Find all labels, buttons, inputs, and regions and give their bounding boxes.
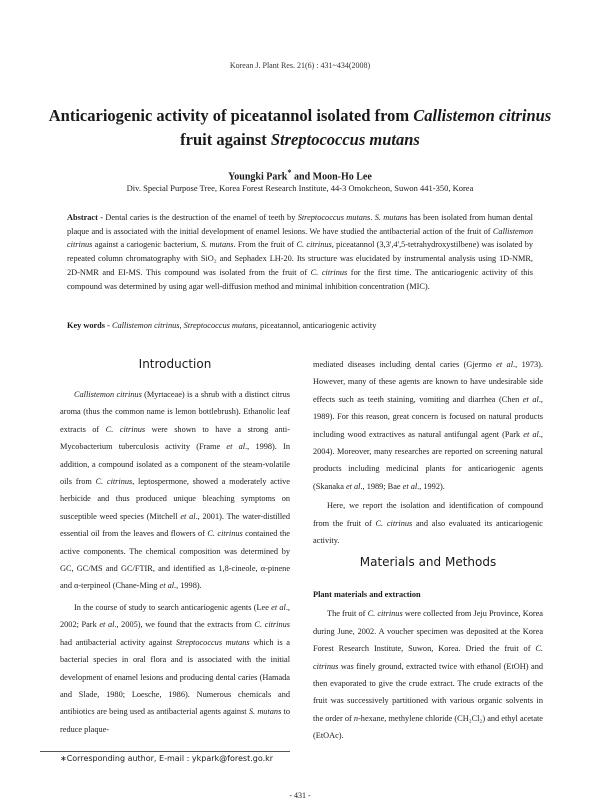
- body-text: and also evaluated its anticariogenic activity.: [313, 518, 543, 546]
- body-text: The fruit of: [327, 609, 368, 619]
- methods-paragraph: [313, 605, 543, 744]
- body-text: ., 2002; Park: [60, 602, 291, 630]
- body-text: was finely ground, extracted twice with ethanol (EtOH) and then evaporated to give the crude extract. The crude extracts of the fruit was successively partitioned with various organic solvents in the order of: [313, 661, 543, 723]
- abstract-text: . From the fruit of: [233, 240, 297, 250]
- corresponding-mark: *: [287, 168, 292, 177]
- affiliation: Div. Special Purpose Tree, Korea Forest Research Institute, 44-3 Omokcheon, Suwon 441-350, Korea: [126, 183, 474, 193]
- abstract-italic: C. citrinus: [310, 267, 348, 277]
- keyword-italic: Streptococcus mutans: [183, 321, 256, 330]
- abstract-text: Dental caries is the destruction of the enamel of teeth by: [105, 213, 298, 222]
- body-text: -hexane, methylene chloride (CH₂Cl₂) and ethyl acetate (EtOAc).: [313, 713, 543, 741]
- body-text: were collected from Jeju Province, Korea during June, 2002. A voucher specimen was deposited at the Korea Forest Research Institute, Suwon, Korea. Dried the fruit of: [313, 609, 543, 654]
- body-italic: n: [353, 713, 359, 723]
- body-text: had antibacterial activity against: [60, 637, 176, 647]
- abstract-label: Abstract -: [67, 213, 106, 222]
- abstract-text: against a cariogenic bacterium,: [92, 240, 201, 250]
- body-text: In the course of study to search anticariogenic agents (Lee: [74, 602, 272, 612]
- body-text: , leptospermone, showed a moderately active herbicide and thus produced unique bleaching symptoms on susceptible weed species (Mitchell: [60, 477, 290, 521]
- body-italic: C. citrinus: [367, 609, 403, 619]
- intro-paragraph: [60, 599, 290, 738]
- title-species: Callistemon citrinus: [413, 106, 552, 125]
- footnote-rule: [40, 751, 290, 752]
- body-italic: Streptococcus mutans: [175, 637, 250, 647]
- body-italic: et al: [226, 442, 246, 452]
- page-number: - 431 -: [289, 791, 311, 800]
- body-text: were shown to have a strong anti-Mycobacterium tuberculosis activity (Frame: [60, 424, 290, 452]
- corresponding-footnote: ∗Corresponding author, E-mail : ykpark@forest.go.kr: [60, 754, 274, 763]
- body-text: to reduce plaque-: [60, 707, 290, 734]
- keyword-italic: Callistemon citrinus: [111, 321, 180, 330]
- abstract-text: for the first time. The anticariogenic activity of this compound was determined by using agar well-diffusion method and minimal inhibition concentration (MIC).: [67, 267, 533, 291]
- body-text: Here, we report the isolation and identification of compound from the fruit of: [313, 501, 543, 528]
- intro-paragraph: [60, 386, 290, 595]
- body-italic: C. citrinus: [105, 424, 146, 434]
- abstract-italic: Callistemon citrinus: [67, 226, 533, 250]
- body-italic: C. citrinus: [313, 644, 543, 671]
- body-italic: C. citrinus: [254, 620, 290, 630]
- abstract-italic: S. mutans: [200, 240, 234, 250]
- author-2: and Moon-Ho Lee: [291, 171, 372, 183]
- abstract-text: has been isolated from human dental plaque and is associated with the initial development of enamel lesions. We have studied the antibacterial action of the fruit of: [67, 213, 533, 236]
- right-column: [313, 356, 543, 549]
- body-text: ., 1989). For this reason, great concern is focused on natural products including wood extractives as natural antifungal agent (Park: [313, 394, 544, 439]
- body-italic: et al: [99, 620, 115, 630]
- body-text: ., 2004). Moreover, many researches are reported on screening natural products including medicinal plants for anticariogenic agents (Skanaka: [313, 429, 544, 491]
- body-italic: et al: [271, 602, 286, 612]
- body-italic: et al: [496, 360, 514, 369]
- body-text: (Myrtaceae) is a shrub with a distinct citrus aroma (thus the common name is lemon bottlebrush). Ethanolic leaf extracts of: [60, 390, 290, 434]
- body-italic: C. citrinus: [375, 518, 413, 528]
- abstract-text: .: [370, 213, 375, 222]
- body-italic: C. citrinus: [207, 529, 243, 539]
- title-bacterium: Streptococcus mutans: [270, 130, 420, 149]
- methods-heading: Materials and Methods: [359, 555, 497, 569]
- title-line2-text: fruit against: [180, 130, 271, 149]
- body-italic: et al: [523, 429, 539, 439]
- body-italic: Callistemon citrinus: [74, 390, 142, 399]
- author-1: Youngki Park: [228, 171, 288, 183]
- methods-section: [313, 586, 543, 745]
- body-text: ., 1998). In addition, a compound isolated as a component of the steam-volatile oils from: [60, 442, 291, 487]
- body-text: ., 1998).: [174, 581, 202, 591]
- abstract-italic: Streptococcus mutans: [297, 213, 371, 222]
- abstract-italic: S. mutans: [374, 213, 408, 222]
- body-text: ., 1973). However, many of these agents are known to have undesirable side effects such as teeth staining, vomiting and diarrhea (Chen: [313, 360, 544, 404]
- abstract-text: , piceatannol (3,3',4',5-tetrahydroxystilbene) was isolated by repeated column chromatography with SiO₂ and Sephadex LH-20. Its structure was elucidated by instrumental analysis using 1D-NMR, 2D-NMR and EI-MS. This compound was isolated from the fruit of: [67, 240, 533, 277]
- body-text: ., 2001). The water-distilled essential oil from the leaves and flowers of: [60, 511, 291, 539]
- body-italic: S. mutans: [248, 707, 282, 717]
- body-text: ., 2005), we found that the extracts from: [114, 620, 255, 630]
- author-list: [40, 168, 560, 182]
- body-text: ., 1989; Bae: [360, 481, 403, 491]
- abstract-italic: C. citrinus: [296, 240, 332, 250]
- keyword-text: , piceatannol, anticariogenic activity: [255, 321, 377, 330]
- body-italic: et al: [345, 481, 361, 491]
- introduction-heading: Introduction: [138, 357, 212, 371]
- body-text: contained the active components. The chemical composition was determined by GC, GC/MS and GC/FTIR, and identified as 1,8-cineole, α-pinene and α-terpineol (Chane-Ming: [60, 529, 290, 591]
- body-text: ., 1992).: [417, 481, 445, 491]
- abstract: [67, 211, 533, 293]
- body-italic: et al: [180, 511, 196, 521]
- body-italic: et al: [522, 394, 539, 404]
- methods-subheading: Plant materials and extraction: [313, 590, 421, 599]
- keywords: [67, 319, 533, 332]
- title-line1-text: Anticariogenic activity of piceatannol isolated from: [48, 106, 414, 125]
- paper-title: [40, 104, 560, 152]
- body-text: mediated diseases including dental caries (Gjermo: [313, 360, 497, 369]
- intro-paragraph-continued: [313, 356, 543, 495]
- body-italic: et al: [402, 481, 418, 491]
- left-column: [60, 386, 290, 738]
- body-text: which is a bacterial species in oral flora and is associated with the initial development of enamel lesions and producing dental caries (Hamada and Slade, 1980; Loesche, 1986). Numerous chemicals and antibiotics are being used as antibacterial agents against: [60, 637, 290, 717]
- intro-paragraph: [313, 497, 543, 549]
- keyword-text: ,: [179, 321, 184, 330]
- body-italic: et al: [159, 581, 175, 591]
- journal-citation: Korean J. Plant Res. 21(6) : 431~434(2008): [229, 61, 371, 70]
- keywords-label: Key words -: [67, 321, 112, 330]
- body-italic: C. citrinus: [95, 477, 133, 487]
